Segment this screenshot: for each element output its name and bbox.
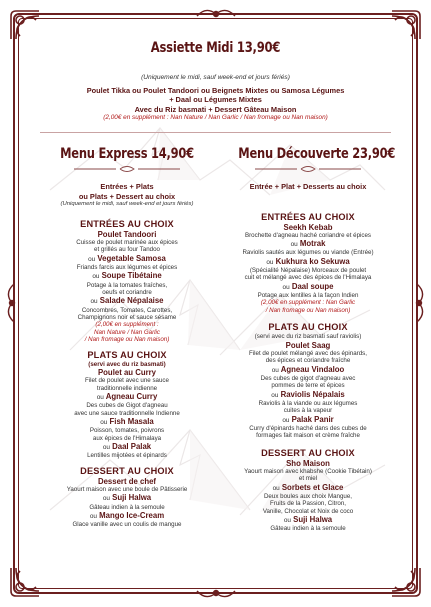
dish-desc: pommes de terre et épices xyxy=(271,382,345,390)
dish-name: Sho Maison xyxy=(286,458,330,468)
supplement-note: / Nan fromage ou Nan maison) xyxy=(84,336,170,344)
assiette-dishes xyxy=(20,86,411,122)
dish-desc: Des cubes de Gigot d'agneau xyxy=(86,402,168,410)
assiette-supplement: (2,00€ en supplément : Nan Nature / Nan Garlic / Nan fromage ou Nan maison) xyxy=(103,114,328,122)
dish-name: Seekh Kebab xyxy=(283,222,333,232)
dish-desc: et miel xyxy=(298,475,318,483)
dish-desc: Raviolis à la viande ou aux légumes xyxy=(258,399,358,407)
dish-desc: Deux boules aux choix Mangue, xyxy=(263,492,353,500)
dish-desc: Yaourt maison avec une boule de Pâtisserie xyxy=(66,486,188,494)
dish-name: ou Fish Masala xyxy=(100,417,154,427)
dish-desc: des épices et coriandre fraîche xyxy=(265,357,351,365)
dish-desc: formages fait maison et crème fraîche xyxy=(256,432,360,440)
dish-desc: cuites à la vapeur xyxy=(283,407,333,415)
dish-desc: cuit et mélangé avec des épices de l'Himalaya xyxy=(244,274,372,282)
dish-desc: et grillés au four Tandoo xyxy=(94,246,160,254)
dish-desc: Yaourt maison avec khabshe (Cookie Tibétain) xyxy=(244,467,372,475)
express-subtitle: Entrées + Plats xyxy=(100,182,154,191)
supplement-note: / Nan fromage ou Nan maison) xyxy=(265,306,351,314)
express-dessert-heading: DESSERT AU CHOIX xyxy=(80,465,174,476)
dish-name: ou Raviolis Népalais xyxy=(271,389,345,399)
dish-name: ou Suji Halwa xyxy=(102,493,152,503)
left-ornament-icon xyxy=(4,282,18,324)
dish-desc: Poisson, tomates, poivrons xyxy=(89,427,165,435)
dish-desc: Friands farcis aux légumes et épices xyxy=(76,264,178,271)
express-note: (Uniquement le midi, sauf week-end et jours fériés) xyxy=(60,201,194,208)
supplement-note: (2,00€ en supplément : xyxy=(95,321,159,329)
dish-desc: Potage à la tomates fraîches, xyxy=(86,281,168,289)
dish-name: ou Palak Panir xyxy=(282,414,334,424)
dish-desc: Glace vanille avec un coulis de mangue xyxy=(72,521,182,529)
dish-name: Dessert de chef xyxy=(97,476,157,486)
dish-desc: aux épices de l'Himalaya xyxy=(92,434,162,442)
assiette-note: (Uniquement le midi, sauf week-end et jours fériés) xyxy=(141,74,290,81)
decouverte-plats-heading: PLATS AU CHOIX xyxy=(268,322,348,333)
express-entrees-heading: ENTRÉES AU CHOIX xyxy=(80,218,174,229)
decouverte-subtitle: Entrée + Plat + Desserts au choix xyxy=(249,182,367,191)
assiette-line: Poulet Tikka ou Poulet Tandoori ou Beignets Mixtes ou Samosa Légumes xyxy=(86,86,345,95)
dish-name: ou Daal soupe xyxy=(282,281,334,291)
divider xyxy=(40,132,391,133)
bottom-ornament-icon xyxy=(195,587,237,601)
dish-desc: Brochette d'agneau haché coriandre et épices xyxy=(244,231,372,239)
corner-ornament-icon xyxy=(389,565,423,599)
right-ornament-icon xyxy=(413,282,427,324)
dish-desc: Cuisse de poulet marinée aux épices xyxy=(76,238,178,246)
dish-desc: Gâteau indien à la semoule xyxy=(89,503,165,511)
corner-ornament-icon xyxy=(389,8,423,42)
dish-name: Poulet au Curry xyxy=(97,368,157,378)
dish-desc: Fruits de la Passion, Citron, xyxy=(270,500,346,508)
assiette-midi-title: Assiette Midi 13,90€ xyxy=(150,40,281,56)
menu-decouverte-title: Menu Découverte 23,90€ xyxy=(238,146,396,162)
dish-name: ou Agneau Vindaloo xyxy=(271,364,345,374)
menu-express-title: Menu Express 14,90€ xyxy=(60,146,194,162)
dish-name: ou Motrak xyxy=(290,239,326,249)
dish-name: ou Mango Ice-Cream xyxy=(89,511,165,521)
corner-ornament-icon xyxy=(8,8,42,42)
dish-desc: Filet de poulet avec une sauce xyxy=(85,377,169,385)
express-subtitle: ou Plats + Dessert au choix xyxy=(78,191,176,201)
decouverte-dessert-heading: DESSERT AU CHOIX xyxy=(261,447,355,458)
express-plats-heading: PLATS AU CHOIX xyxy=(87,349,167,360)
supplement-note: (2,00€ en supplément : Nan Garlic xyxy=(260,299,356,307)
dish-desc: Curry d'épinards haché dans des cubes de xyxy=(249,424,367,432)
dish-desc: avec une sauce traditionnelle Indienne xyxy=(74,409,180,417)
menu-express-column xyxy=(45,146,209,529)
dish-name: ou Suji Halwa xyxy=(283,515,333,525)
dish-desc: Filet de poulet mélangé avec des épinards, xyxy=(249,349,367,357)
dish-desc: Concombres, Tomates, Carottes, xyxy=(81,306,173,314)
dish-name: ou Salade Népalaise xyxy=(90,296,164,306)
supplement-note: Nan Nature / Nan Garlic xyxy=(93,328,161,336)
title-flourish-icon xyxy=(253,164,363,174)
dish-name: Poulet Tandoori xyxy=(97,229,157,239)
assiette-line: Avec du Riz basmati + Dessert Gâteau Maison xyxy=(134,104,297,114)
dish-name: ou Vegetable Samosa xyxy=(88,253,166,263)
decouverte-entrees-heading: ENTRÉES AU CHOIX xyxy=(261,211,355,222)
dish-name: ou Daal Palak xyxy=(102,442,152,452)
dish-desc: Des cubes de gigot d'agneau avec xyxy=(260,374,356,382)
title-flourish-icon xyxy=(72,164,182,174)
dish-desc: Lentilles mijotées et épinards xyxy=(87,452,167,460)
dish-name: ou Agneau Curry xyxy=(96,392,158,402)
menu-decouverte-column xyxy=(223,146,396,533)
dish-desc: Champignons noir et sauce sésame xyxy=(77,314,177,322)
express-plats-sub: (servi avec du riz basmati) xyxy=(88,360,166,368)
dish-desc: Vanille, Chocolat et Noix de coco xyxy=(262,507,354,515)
dish-desc: (Spécialité Népalaise) Morceaux de poulet xyxy=(249,267,367,275)
corner-ornament-icon xyxy=(8,565,42,599)
dish-name: ou Soupe Tibétaine xyxy=(92,271,162,281)
top-ornament-icon xyxy=(195,6,237,20)
dish-desc: Gâteau indien à la semoule xyxy=(270,525,346,533)
dish-name: ou Kukhura ko Sekuwa xyxy=(266,256,350,266)
assiette-line: + Daal ou Légumes Mixtes xyxy=(169,95,262,105)
dish-desc: Raviolis sautés aux légumes ou viande (Entrée) xyxy=(242,249,374,257)
dish-desc: traditionnelle indienne xyxy=(96,384,158,392)
dish-name: Poulet Saag xyxy=(285,340,331,350)
dish-desc: oeufs et coriandre xyxy=(102,289,152,297)
decouverte-plats-sub: (servi avec du riz basmati sauf raviolis) xyxy=(254,333,362,341)
dish-name: ou Sorbets et Glace xyxy=(272,482,344,492)
dish-desc: Potage aux lentilles à la façon Indien xyxy=(257,292,359,300)
